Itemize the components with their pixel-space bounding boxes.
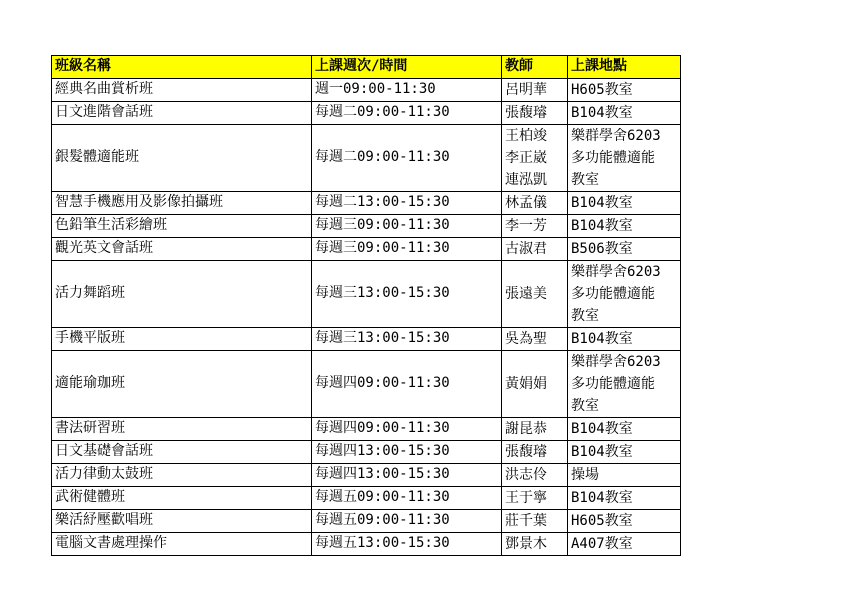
teacher-cell: [502, 191, 568, 214]
room-cell: [568, 78, 681, 101]
teacher-cell: [502, 78, 568, 101]
room-line: 樂群學舍6203: [571, 353, 661, 370]
class-name-cell: 觀光英文會話班: [52, 237, 312, 260]
room-cell: [568, 509, 681, 532]
room-line: B506教室: [571, 240, 633, 257]
room-cell: [568, 191, 681, 214]
room-line: B104教室: [571, 104, 633, 121]
teacher-cell: [502, 509, 568, 532]
room-line: 教室: [571, 397, 599, 414]
class-name-cell: 智慧手機應用及影像拍攝班: [52, 191, 312, 214]
class-name-cell: 日文基礎會話班: [52, 440, 312, 463]
class-name-cell: 經典名曲賞析班: [52, 78, 312, 101]
room-line: H605教室: [571, 81, 633, 98]
class-name-cell: 武術健體班: [52, 486, 312, 509]
room-line: A407教室: [571, 535, 633, 552]
header-class-name: 班級名稱: [52, 56, 312, 79]
class-name-cell: 活力舞蹈班: [52, 260, 312, 327]
table-row: [52, 191, 681, 214]
teacher-name: 連泓凱: [505, 171, 547, 188]
room-cell: [568, 327, 681, 350]
teacher-name: 王柏竣: [505, 127, 547, 144]
header-row: [52, 56, 681, 79]
room-cell: [568, 532, 681, 555]
teacher-cell: [502, 101, 568, 124]
room-cell: [568, 486, 681, 509]
teacher-cell: [502, 260, 568, 327]
course-schedule-table: [51, 55, 681, 556]
teacher-cell: [502, 124, 568, 191]
room-line: 樂群學舍6203: [571, 263, 661, 280]
teacher-name: 王于寧: [505, 489, 547, 506]
teacher-name: 李正崴: [505, 149, 547, 166]
room-line: 樂群學舍6203: [571, 127, 661, 144]
room-cell: [568, 350, 681, 417]
teacher-cell: [502, 463, 568, 486]
table-row: [52, 417, 681, 440]
room-line: B104教室: [571, 194, 633, 211]
schedule-sheet: [51, 55, 680, 556]
teacher-cell: [502, 440, 568, 463]
room-cell: [568, 440, 681, 463]
teacher-name: 古淑君: [505, 240, 547, 257]
class-name-cell: 書法研習班: [52, 417, 312, 440]
time-cell: 週一09:00-11:30: [312, 78, 502, 101]
teacher-name: 呂明華: [505, 81, 547, 98]
time-cell: 每週二09:00-11:30: [312, 124, 502, 191]
table-row: [52, 214, 681, 237]
table-row: [52, 101, 681, 124]
header-time: 上課週次/時間: [312, 56, 502, 79]
room-cell: [568, 260, 681, 327]
table-row: [52, 532, 681, 555]
table-row: [52, 260, 681, 327]
class-name-cell: 樂活紓壓歡唱班: [52, 509, 312, 532]
room-line: 多功能體適能: [571, 375, 655, 392]
teacher-cell: [502, 350, 568, 417]
time-cell: 每週四13:00-15:30: [312, 463, 502, 486]
room-cell: [568, 417, 681, 440]
teacher-cell: [502, 214, 568, 237]
time-cell: 每週三13:00-15:30: [312, 327, 502, 350]
class-name-cell: 日文進階會話班: [52, 101, 312, 124]
room-line: 教室: [571, 171, 599, 188]
teacher-cell: [502, 327, 568, 350]
time-cell: 每週三09:00-11:30: [312, 214, 502, 237]
time-cell: 每週二09:00-11:30: [312, 101, 502, 124]
teacher-name: 洪志伶: [505, 466, 547, 483]
teacher-name: 張馥璿: [505, 104, 547, 121]
class-name-cell: 色鉛筆生活彩繪班: [52, 214, 312, 237]
teacher-name: 謝昆恭: [505, 420, 547, 437]
time-cell: 每週五09:00-11:30: [312, 486, 502, 509]
teacher-cell: [502, 532, 568, 555]
teacher-cell: [502, 237, 568, 260]
header-room: 上課地點: [568, 56, 681, 79]
class-name-cell: 銀髮體適能班: [52, 124, 312, 191]
room-line: B104教室: [571, 217, 633, 234]
room-cell: [568, 463, 681, 486]
table-row: [52, 350, 681, 417]
time-cell: 每週五13:00-15:30: [312, 532, 502, 555]
time-cell: 每週二13:00-15:30: [312, 191, 502, 214]
header-teacher: 教師: [502, 56, 568, 79]
room-cell: [568, 214, 681, 237]
room-line: B104教室: [571, 420, 633, 437]
time-cell: 每週四09:00-11:30: [312, 350, 502, 417]
class-name-cell: 適能瑜珈班: [52, 350, 312, 417]
table-row: [52, 486, 681, 509]
table-row: [52, 124, 681, 191]
time-cell: 每週四13:00-15:30: [312, 440, 502, 463]
time-cell: 每週三09:00-11:30: [312, 237, 502, 260]
table-row: [52, 237, 681, 260]
teacher-cell: [502, 417, 568, 440]
table-row: [52, 440, 681, 463]
room-line: 教室: [571, 307, 599, 324]
room-line: 多功能體適能: [571, 285, 655, 302]
teacher-name: 張馥璿: [505, 443, 547, 460]
teacher-name: 吳為聖: [505, 330, 547, 347]
room-line: B104教室: [571, 330, 633, 347]
teacher-name: 張遠美: [505, 285, 547, 302]
teacher-name: 鄧景木: [505, 535, 547, 552]
room-line: 操場: [571, 466, 599, 483]
teacher-cell: [502, 486, 568, 509]
class-name-cell: 手機平版班: [52, 327, 312, 350]
time-cell: 每週五09:00-11:30: [312, 509, 502, 532]
teacher-name: 莊千葉: [505, 512, 547, 529]
room-line: 多功能體適能: [571, 149, 655, 166]
teacher-name: 林孟儀: [505, 194, 547, 211]
table-row: [52, 463, 681, 486]
teacher-name: 李一芳: [505, 217, 547, 234]
time-cell: 每週四09:00-11:30: [312, 417, 502, 440]
table-row: [52, 78, 681, 101]
room-line: B104教室: [571, 443, 633, 460]
class-name-cell: 活力律動太鼓班: [52, 463, 312, 486]
room-cell: [568, 101, 681, 124]
room-cell: [568, 237, 681, 260]
room-line: B104教室: [571, 489, 633, 506]
table-row: [52, 327, 681, 350]
table-row: [52, 509, 681, 532]
teacher-name: 黃娟娟: [505, 375, 547, 392]
class-name-cell: 電腦文書處理操作: [52, 532, 312, 555]
time-cell: 每週三13:00-15:30: [312, 260, 502, 327]
room-line: H605教室: [571, 512, 633, 529]
room-cell: [568, 124, 681, 191]
table-body: [52, 78, 681, 555]
